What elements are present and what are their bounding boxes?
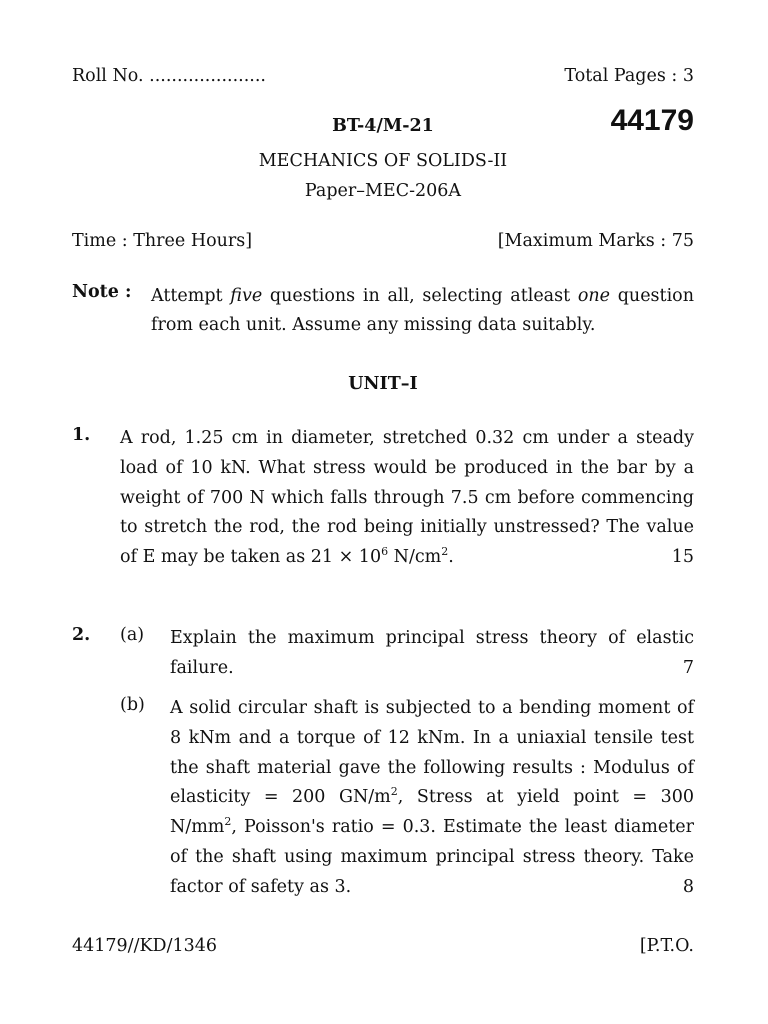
question-1-text: A rod, 1.25 cm in diameter, stretched 0.32 cm under a steady load of 10 kN. What stress would be produced in the bar by a weight of 700 N which falls through 7.5 cm before commencing to stretch the rod, the rod being initially unstressed? The value of E may be taken as $21 \times 10^6$ $N/cm^2$. 15 <box>120 424 694 573</box>
exam-page <box>72 0 694 1024</box>
time-duration: Time : Three Hours] <box>72 231 253 251</box>
subquestion-label: (b) <box>120 695 145 715</box>
paper-code: Paper–MEC-206A <box>304 181 462 201</box>
note-emphasis-one: one <box>577 286 611 306</box>
question-number: 2. <box>72 625 91 645</box>
note-label: Note : <box>72 282 132 302</box>
question-marks: 7 <box>682 657 694 678</box>
exam-code: BT-4/M-21 <box>332 116 434 136</box>
total-pages: Total Pages : 3 <box>564 66 694 86</box>
question-marks: 15 <box>671 547 694 568</box>
question-marks: 8 <box>682 876 694 897</box>
note-emphasis-five: five <box>230 286 263 306</box>
maximum-marks: [Maximum Marks : 75 <box>497 231 694 251</box>
footer-row <box>72 936 694 956</box>
subquestion-label: (a) <box>120 625 145 645</box>
header-top-row <box>72 66 694 86</box>
footer-code: 44179//KD/1346 <box>72 936 217 956</box>
question-2a-text: Explain the maximum principal stress theory of elastic failure. 7 <box>170 624 694 684</box>
subject-title: MECHANICS OF SOLIDS-II <box>258 151 508 171</box>
question-number: 1. <box>72 425 91 445</box>
roll-no: Roll No. ..................... <box>72 66 266 86</box>
unit-heading: UNIT–I <box>348 374 418 394</box>
note-text: Attempt five questions in all, selecting atleast one question from each unit. Assume any missing data suitably. <box>151 286 694 335</box>
question-2b-text: A solid circular shaft is subjected to a bending moment of 8 kNm and a torque of 12 kNm. In a uniaxial tensile test the shaft material gave the following results : Modulus of elasticity = 200 $GN/m^2$, Stress at yield point = 300 $N/mm^2$, Poisson's ratio = 0.3. Estimate the least diameter of the shaft using maximum principal stress theory. Take factor of safety as 3. 8 <box>170 694 694 903</box>
please-turn-over: [P.T.O. <box>639 936 694 956</box>
paper-number: 44179 <box>610 104 694 137</box>
time-marks-row <box>72 231 694 251</box>
